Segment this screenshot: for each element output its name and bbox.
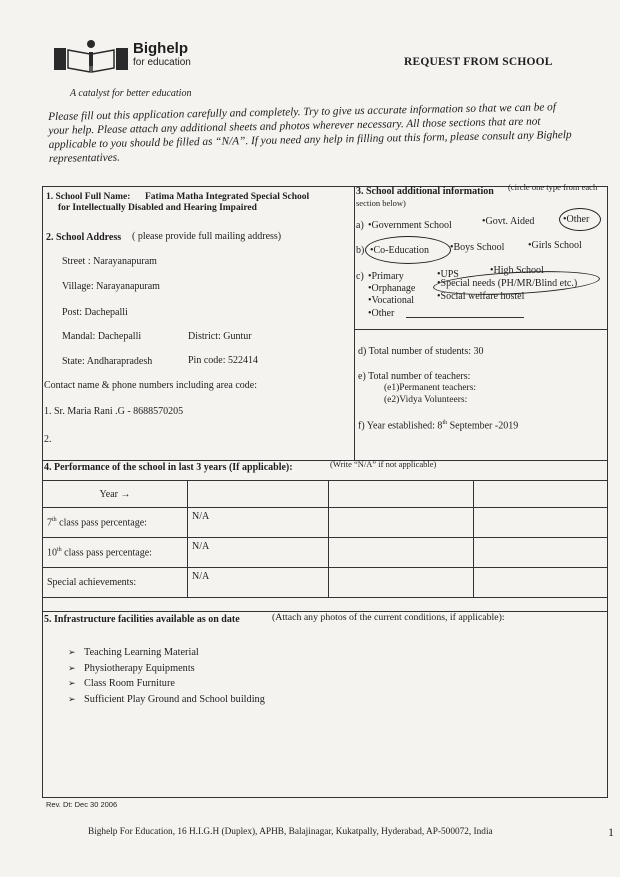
option-other-type: •Other [563, 214, 590, 225]
infrastructure-label: 5. Infrastructure facilities available as on date [44, 614, 240, 625]
list-item: ➢ Teaching Learning Material [68, 645, 265, 661]
street-field: Street : Narayanapuram [62, 256, 157, 267]
vidya-volunteers: (e2)Vidya Volunteers: [384, 395, 468, 405]
row-label-special: Special achievements: [43, 568, 188, 598]
option-high-school: •High School [490, 265, 544, 276]
school-name-value-1: Fatima Matha Integrated Special School [145, 192, 310, 202]
option-other-category: •Other [368, 308, 395, 319]
option-social-welfare-hostel: •Social welfare hostel [437, 291, 525, 302]
row-value-special: N/A [188, 568, 329, 598]
bighelp-logo [52, 38, 130, 80]
total-teachers: e) Total number of teachers: [358, 371, 471, 382]
page-number: 1 [608, 825, 614, 839]
additional-info-note-2: section below) [356, 198, 406, 208]
option-orphanage: •Orphanage [368, 283, 416, 294]
row-value-7th: N/A [188, 508, 329, 538]
state-field: State: Andharapradesh [62, 356, 153, 367]
section3-divider [354, 329, 608, 330]
option-govt-aided: •Govt. Aided [482, 216, 535, 227]
school-name-label: 1. School Full Name: [46, 192, 131, 202]
option-b-prefix: b) [356, 245, 365, 256]
brand-tagline: A catalyst for better education [70, 88, 192, 99]
row-label-7th: 7th class pass percentage: [43, 508, 188, 538]
option-special-needs: •Special needs (PH/MR/Blind etc.) [437, 278, 578, 289]
permanent-teachers: (e1)Permanent teachers: [384, 383, 477, 393]
page-title: REQUEST FROM SCHOOL [404, 56, 553, 68]
infrastructure-list [68, 645, 265, 707]
district-field: District: Guntur [188, 331, 252, 342]
selection-circle-co-education [365, 236, 451, 264]
village-field: Village: Narayanapuram [62, 281, 160, 292]
option-a-prefix: a) [356, 220, 364, 231]
intro-paragraph: Please fill out this application carefully and completely. Try to give us accurate information so that we can be of your help. Please attach any additional sheets and photos wherever necessary. All those sections that are not applicable to you should be filled as “N/A”. If you need any help in filling out this form, please consult any Bighelp representatives. [48, 101, 572, 165]
table-row [43, 538, 608, 568]
brand-subtitle: for education [133, 57, 191, 68]
year-established: f) Year established: 8th September -2019 [358, 420, 519, 432]
additional-info-note: (circle one type from each [508, 182, 598, 192]
option-c-prefix: c) [356, 271, 364, 282]
option-primary: •Primary [368, 271, 404, 282]
selection-circle-other [559, 208, 601, 231]
option-boys-school: •Boys School [450, 242, 505, 253]
school-name-value-2: for Intellectually Disabled and Hearing Impaired [58, 203, 257, 213]
list-item: ➢ Class Room Furniture [68, 676, 265, 692]
school-address-label: 2. School Address [46, 232, 122, 243]
revision-date: Rev. Dt: Dec 30 2006 [46, 800, 118, 809]
contact-1: 1. Sr. Maria Rani .G - 8688570205 [44, 406, 184, 417]
option-girls-school: •Girls School [528, 240, 582, 251]
post-field: Post: Dachepalli [62, 307, 128, 318]
table-row [43, 568, 608, 598]
performance-label: 4. Performance of the school in last 3 years (If applicable): [44, 462, 293, 473]
table-row [43, 508, 608, 538]
option-government-school: •Government School [368, 220, 452, 231]
column-divider [354, 187, 355, 460]
list-item: ➢ Physiotherapy Equipments [68, 661, 265, 677]
option-vocational: •Vocational [368, 295, 415, 306]
contact-label: Contact name & phone numbers including area code: [44, 380, 257, 391]
contact-2: 2. [44, 434, 52, 445]
brand-name: Bighelp [133, 40, 188, 57]
option-ups: •UPS [437, 269, 459, 280]
infrastructure-note: (Attach any photos of the current conditions, if applicable): [272, 612, 505, 623]
mandal-field: Mandal: Dachepalli [62, 331, 142, 342]
year-header-cell: Year → [43, 481, 188, 508]
pincode-field: Pin code: 522414 [188, 355, 258, 366]
footer-address: Bighelp For Education, 16 H.I.G.H (Duplex), APHB, Balajinagar, Kukatpally, Hyderabad, AP-500072, India [88, 827, 493, 837]
school-address-note: ( please provide full mailing address) [132, 231, 282, 242]
table-row [43, 481, 608, 508]
performance-table [42, 480, 608, 598]
section4-top-rule [43, 460, 607, 461]
total-students: d) Total number of students: 30 [358, 346, 484, 357]
list-item: ➢ Sufficient Play Ground and School building [68, 692, 265, 708]
additional-info-label: 3. School additional information [356, 186, 494, 197]
row-label-10th: 10th class pass percentage: [43, 538, 188, 568]
performance-note: (Write “N/A” if not applicable) [330, 459, 437, 469]
row-value-10th: N/A [188, 538, 329, 568]
option-co-education: •Co-Education [370, 245, 430, 256]
other-blank-line [406, 317, 524, 318]
